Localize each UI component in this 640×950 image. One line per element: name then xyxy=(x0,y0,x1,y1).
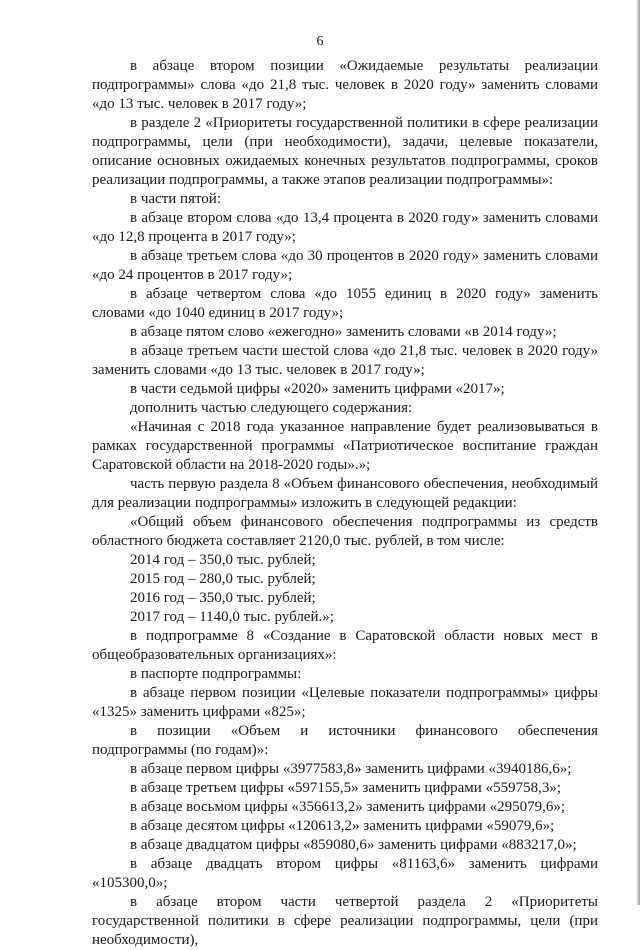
document-body xyxy=(92,57,598,950)
funding-line-2017: 2017 год – 1140,0 тыс. рублей.»; xyxy=(130,609,334,625)
paragraph: в абзаце пятом слово «ежегодно» заменить словами «в 2014 году»; xyxy=(130,324,557,340)
paragraph: в абзаце двадцать втором цифры «81163,6» заменить цифрами «105300,0»; xyxy=(92,856,598,891)
funding-line-2014: 2014 год – 350,0 тыс. рублей; xyxy=(130,552,316,568)
paragraph: в абзаце двадцатом цифры «859080,6» заменить цифрами «883217,0»; xyxy=(130,837,577,853)
paragraph: в части пятой: xyxy=(130,191,222,207)
paragraph: в абзаце третьем цифры «597155,5» заменить цифрами «559758,3»; xyxy=(130,780,561,796)
paragraph: в абзаце первом позиции «Целевые показатели подпрограммы» цифры «1325» заменить цифрами «825»; xyxy=(92,685,598,720)
paragraph: в абзаце четвертом слова «до 1055 единиц в 2020 году» заменить словами «до 1040 единиц в 2017 году»; xyxy=(92,286,598,321)
paragraph: в подпрограмме 8 «Создание в Саратовской области новых мест в общеобразовательных организациях»: xyxy=(92,628,598,663)
paragraph: «Общий объем финансового обеспечения подпрограммы из средств областного бюджета составляет 2120,0 тыс. рублей, в том числе: xyxy=(92,514,598,549)
paragraph: в абзаце первом цифры «3977583,8» заменить цифрами «3940186,6»; xyxy=(130,761,572,777)
paragraph: в разделе 2 «Приоритеты государственной политики в сфере реализации подпрограммы, цели (при необходимости), задачи, целевые показатели, описание основных ожидаемых конечных результатов подпрограммы, сроков реализации подпрограммы, а также этапов реализации подпрограммы»: xyxy=(92,115,598,188)
paragraph: в части седьмой цифры «2020» заменить цифрами «2017»; xyxy=(130,381,505,397)
paragraph: в позиции «Объем и источники финансового обеспечения подпрограммы (по годам)»: xyxy=(92,723,598,758)
paragraph: в абзаце втором позиции «Ожидаемые результаты реализации подпрограммы» слова «до 21,8 тыс. человек в 2020 году» заменить словами «до 13 тыс. человек в 2017 году»; xyxy=(92,58,598,112)
paragraph: в абзаце восьмом цифры «356613,2» заменить цифрами «295079,6»; xyxy=(130,799,566,815)
paragraph: в абзаце третьем слова «до 30 процентов в 2020 году» заменить словами «до 24 процентов в 2017 году»; xyxy=(92,248,598,283)
paragraph: в абзаце втором слова «до 13,4 процента в 2020 году» заменить словами «до 12,8 процента в 2017 году»; xyxy=(92,210,598,245)
paragraph: в абзаце десятом цифры «120613,2» заменить цифрами «59079,6»; xyxy=(130,818,555,834)
paragraph: «Начиная с 2018 года указанное направление будет реализовываться в рамках государственной программы «Патриотическое воспитание граждан Саратовской области на 2018-2020 годы».»; xyxy=(92,419,598,473)
funding-line-2015: 2015 год – 280,0 тыс. рублей; xyxy=(130,571,316,587)
paragraph: часть первую раздела 8 «Объем финансового обеспечения, необходимый для реализации подпрограммы» изложить в следующей редакции: xyxy=(92,476,598,511)
paragraph: в абзаце третьем части шестой слова «до 21,8 тыс. человек в 2020 году» заменить словами «до 13 тыс. человек в 2017 году»; xyxy=(92,343,598,378)
paragraph: в паспорте подпрограммы: xyxy=(130,666,302,682)
funding-line-2016: 2016 год – 350,0 тыс. рублей; xyxy=(130,590,316,606)
paragraph: в абзаце втором части четвертой раздела 2 «Приоритеты государственной политики в сфере реализации подпрограммы, цели (при необходимости), xyxy=(92,894,598,948)
page-number: 6 xyxy=(316,34,324,49)
paragraph: дополнить частью следующего содержания: xyxy=(130,400,413,416)
scan-edge-shadow xyxy=(636,0,640,905)
